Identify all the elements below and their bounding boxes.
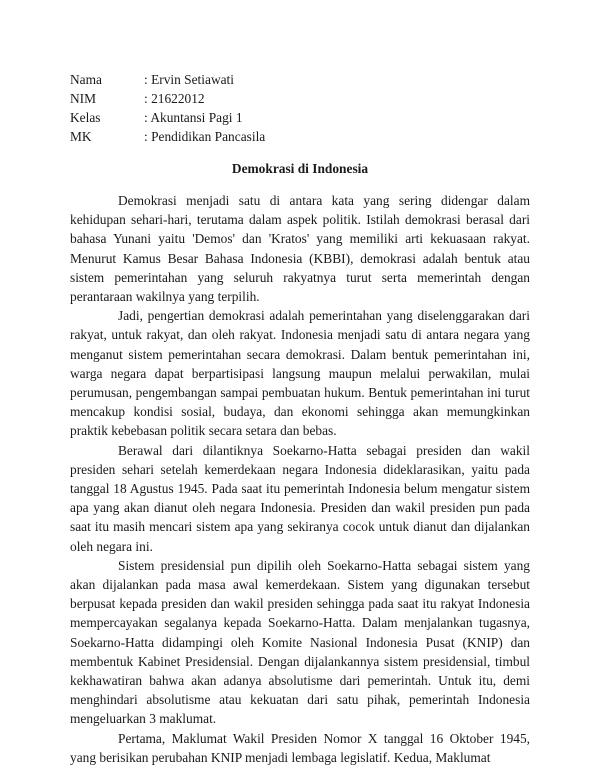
paragraph: Demokrasi menjadi satu di antara kata yang sering didengar dalam kehidupan sehari-hari, terutama dalam aspek politik. Istilah demokrasi berasal dari bahasa Yunani yaitu 'Demos' dan 'Kratos' yang memiliki arti kekuasaan rakyat. Menurut Kamus Besar Bahasa Indonesia (KBBI), demokrasi adalah bentuk atau sistem pemerintahan yang seluruh rakyatnya turut serta memerintah dengan perantaraan wakilnya yang terpilih.: [70, 193, 530, 305]
paragraph: Sistem presidensial pun dipilih oleh Soekarno-Hatta sebagai sistem yang akan dijalankan pada masa awal kemerdekaan. Sistem yang digunakan tersebut berpusat kepada presiden dan wakil presiden sehingga pada saat itu rakyat Indonesia mempercayakan segalanya kepada Soekarno-Hatta. Dalam menjalankan tugasnya, Soekarno-Hatta didampingi oleh Komite Nasional Indonesia Pusat (KNIP) dan membentuk Kabinet Presidensial. Dengan dijalankannya sistem presidensial, timbul kekhawatiran bahwa akan adanya absolutisme dari pemerintah. Untuk itu, demi menghindari absolutisme atau kekuatan dari satu pihak, pemerintah Indonesia mengeluarkan 3 maklumat.: [70, 557, 530, 727]
info-value: : Ervin Setiawati: [144, 72, 234, 87]
info-value: : Akuntansi Pagi 1: [144, 110, 243, 125]
info-row-kelas: [70, 108, 265, 127]
info-row-nim: [70, 89, 265, 108]
document-body: [70, 191, 530, 767]
info-label: NIM: [70, 91, 97, 106]
info-row-nama: [70, 70, 265, 89]
paragraph: Pertama, Maklumat Wakil Presiden Nomor X tanggal 16 Oktober 1945, yang berisikan perubahan KNIP menjadi lembaga legislatif. Kedua, Maklumat: [70, 730, 530, 765]
info-value: : Pendidikan Pancasila: [144, 129, 266, 144]
info-label: Nama: [70, 72, 102, 87]
info-row-mk: [70, 127, 265, 146]
paragraph: Jadi, pengertian demokrasi adalah pemerintahan yang diselenggarakan dari rakyat, untuk rakyat, dan oleh rakyat. Indonesia menjadi satu di antara negara yang menganut sistem pemerintahan secara demokrasi. Dalam bentuk pemerintahan ini, warga negara dapat berpartisipasi langsung maupun melalui perwakilan, mulai perumusan, pengembangan sampai pembuatan hukum. Bentuk pemerintahan ini turut mencakup kondisi sosial, budaya, dan ekonomi sehingga akan memungkinkan praktik kebebasan politik secara setara dan bebas.: [70, 308, 530, 439]
student-info: [70, 70, 265, 146]
info-value: : 21622012: [144, 91, 205, 106]
info-label: Kelas: [70, 110, 101, 125]
paragraph: Berawal dari dilantiknya Soekarno-Hatta sebagai presiden dan wakil presiden sehari setelah kemerdekaan negara Indonesia dideklarasikan, yaitu pada tanggal 18 Agustus 1945. Pada saat itu pemerintah Indonesia belum mengatur sistem apa yang akan dianut oleh negara Indonesia. Presiden dan wakil presiden pun pada saat itu masih mencari sistem apa yang sekiranya cocok untuk dianut dan dijalankan oleh negara ini.: [70, 442, 530, 554]
document-title: Demokrasi di Indonesia: [231, 161, 369, 176]
info-label: MK: [70, 129, 92, 144]
